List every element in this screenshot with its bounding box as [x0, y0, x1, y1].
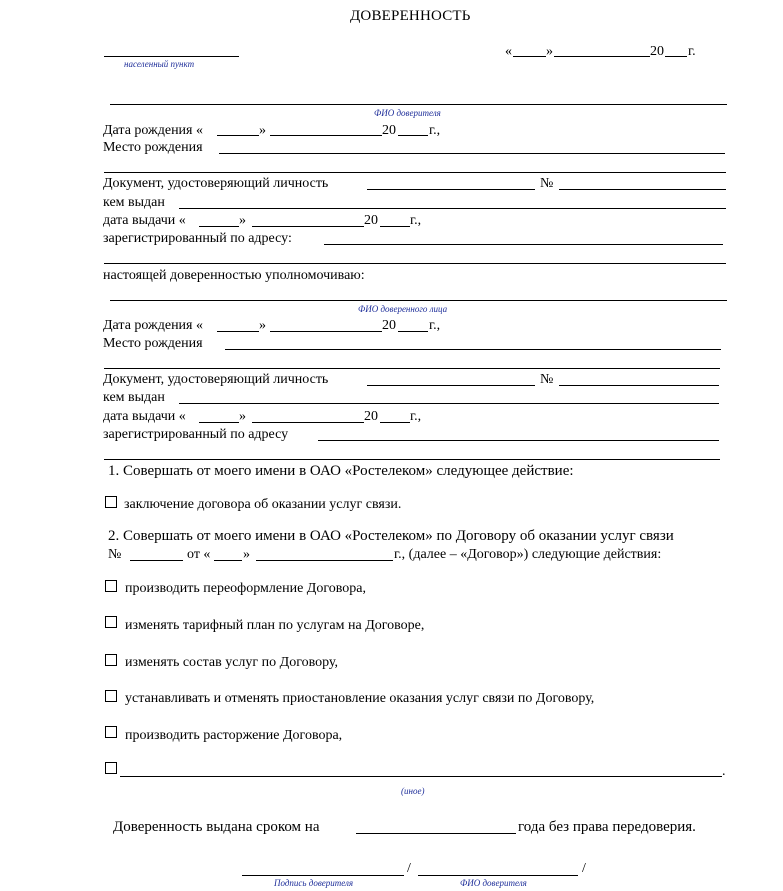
- attorney-address-blank[interactable]: [318, 440, 719, 441]
- attorney-address-extra-line[interactable]: [104, 459, 720, 460]
- attorney-number-sign: №: [540, 372, 554, 387]
- action-label-suspend: устанавливать и отменять приостановление оказания услуг связи по Договору,: [125, 691, 595, 706]
- principal-address-label: зарегистрированный по адресу:: [103, 231, 292, 246]
- signature-fio-blank[interactable]: [418, 875, 578, 876]
- section2-line1: 2. Совершать от моего имени в ОАО «Ростелеком» по Договору об оказании услуг связи: [108, 528, 674, 544]
- action-checkbox-services[interactable]: [105, 654, 117, 666]
- section2-contract-number-blank[interactable]: [130, 560, 183, 561]
- attorney-birth-day-blank[interactable]: [217, 331, 259, 332]
- section1-text: 1. Совершать от моего имени в ОАО «Ростелеком» следующее действие:: [108, 463, 574, 479]
- section2-date-blank[interactable]: [256, 560, 393, 561]
- principal-birth-quote: »: [259, 123, 266, 138]
- section2-quote: »: [243, 547, 250, 562]
- attorney-issue-year-prefix: 20: [364, 409, 378, 424]
- other-caption: (иное): [401, 786, 425, 796]
- place-caption: населенный пункт: [124, 59, 195, 69]
- principal-issue-quote: »: [239, 213, 246, 228]
- contract-option-label: заключение договора об оказании услуг связи.: [124, 497, 402, 512]
- principal-address-extra-line[interactable]: [104, 263, 726, 264]
- attorney-issue-date-label: дата выдачи «: [103, 409, 186, 424]
- other-action-blank[interactable]: [120, 776, 722, 777]
- attorney-birth-year-prefix: 20: [382, 318, 396, 333]
- signature-slash-1: /: [407, 861, 411, 876]
- principal-birth-year-suffix: г.,: [429, 123, 441, 138]
- principal-address-blank[interactable]: [324, 244, 723, 245]
- section2-tail: г., (далее – «Договор») следующие действия:: [394, 547, 662, 562]
- attorney-fio-blank[interactable]: [110, 300, 727, 301]
- section2-day-blank[interactable]: [214, 560, 242, 561]
- principal-issue-month-blank[interactable]: [252, 226, 364, 227]
- attorney-fio-caption: ФИО доверенного лица: [358, 304, 448, 314]
- action-label-reissue: производить переоформление Договора,: [125, 581, 366, 596]
- principal-fio-blank[interactable]: [110, 104, 727, 105]
- section2-from-label: от «: [187, 547, 211, 562]
- contract-checkbox[interactable]: [105, 496, 117, 508]
- attorney-birth-year-blank[interactable]: [398, 331, 428, 332]
- attorney-address-label: зарегистрированный по адресу: [103, 427, 289, 442]
- other-dot: .: [722, 764, 726, 779]
- attorney-birth-month-blank[interactable]: [270, 331, 382, 332]
- date-open-quote: «: [505, 44, 512, 59]
- principal-issue-date-label: дата выдачи «: [103, 213, 186, 228]
- term-prefix: Доверенность выдана сроком на: [113, 819, 320, 835]
- date-month-blank[interactable]: [554, 56, 650, 57]
- principal-birth-date-label: Дата рождения «: [103, 123, 203, 138]
- principal-birth-day-blank[interactable]: [217, 135, 259, 136]
- principal-issued-by-blank[interactable]: [179, 208, 726, 209]
- attorney-birth-place-label: Место рождения: [103, 336, 203, 351]
- place-blank[interactable]: [104, 56, 239, 57]
- action-checkbox-terminate[interactable]: [105, 726, 117, 738]
- signature-fio-caption: ФИО доверителя: [460, 878, 527, 888]
- signature-blank[interactable]: [242, 875, 404, 876]
- principal-birth-place-label: Место рождения: [103, 140, 203, 155]
- attorney-issue-day-blank[interactable]: [199, 422, 239, 423]
- principal-number-sign: №: [540, 176, 554, 191]
- signature-slash-2: /: [582, 861, 586, 876]
- attorney-birth-date-label: Дата рождения «: [103, 318, 203, 333]
- attorney-issue-quote: »: [239, 409, 246, 424]
- date-close-quote: »: [546, 44, 553, 59]
- date-year-suffix: г.: [688, 44, 696, 59]
- section2-number-sign: №: [108, 547, 122, 562]
- action-checkbox-reissue[interactable]: [105, 580, 117, 592]
- principal-birth-month-blank[interactable]: [270, 135, 382, 136]
- attorney-id-doc-blank[interactable]: [367, 385, 535, 386]
- date-year-blank[interactable]: [665, 56, 687, 57]
- attorney-birth-year-suffix: г.,: [429, 318, 441, 333]
- action-checkbox-other[interactable]: [105, 762, 117, 774]
- principal-birth-year-prefix: 20: [382, 123, 396, 138]
- attorney-extra-line[interactable]: [104, 368, 720, 369]
- attorney-issue-year-suffix: г.,: [410, 409, 422, 424]
- authorize-text: настоящей доверенностью уполномочиваю:: [103, 268, 365, 283]
- principal-issue-year-prefix: 20: [364, 213, 378, 228]
- principal-issued-by-label: кем выдан: [103, 195, 165, 210]
- action-label-terminate: производить расторжение Договора,: [125, 728, 343, 743]
- attorney-issued-by-blank[interactable]: [179, 403, 719, 404]
- signature-caption: Подпись доверителя: [274, 878, 354, 888]
- principal-number-blank[interactable]: [559, 189, 726, 190]
- date-year-prefix: 20: [650, 44, 664, 59]
- principal-birth-place-blank[interactable]: [219, 153, 725, 154]
- principal-issue-year-suffix: г.,: [410, 213, 422, 228]
- principal-id-doc-blank[interactable]: [367, 189, 535, 190]
- action-label-tariff: изменять тарифный план по услугам на Договоре,: [125, 618, 425, 633]
- date-day-blank[interactable]: [513, 56, 546, 57]
- principal-birth-year-blank[interactable]: [398, 135, 428, 136]
- principal-fio-caption: ФИО доверителя: [374, 108, 441, 118]
- attorney-issued-by-label: кем выдан: [103, 390, 165, 405]
- attorney-issue-month-blank[interactable]: [252, 422, 364, 423]
- attorney-id-doc-label: Документ, удостоверяющий личность: [103, 372, 329, 387]
- action-checkbox-suspend[interactable]: [105, 690, 117, 702]
- attorney-issue-year-blank[interactable]: [380, 422, 410, 423]
- principal-issue-day-blank[interactable]: [199, 226, 239, 227]
- document-title: ДОВЕРЕННОСТЬ: [350, 8, 471, 24]
- attorney-number-blank[interactable]: [559, 385, 719, 386]
- action-checkbox-tariff[interactable]: [105, 616, 117, 628]
- attorney-birth-place-blank[interactable]: [225, 349, 721, 350]
- action-label-services: изменять состав услуг по Договору,: [125, 655, 339, 670]
- principal-extra-line[interactable]: [104, 172, 726, 173]
- principal-issue-year-blank[interactable]: [380, 226, 410, 227]
- principal-id-doc-label: Документ, удостоверяющий личность: [103, 176, 329, 191]
- term-blank[interactable]: [356, 833, 516, 834]
- attorney-birth-quote: »: [259, 318, 266, 333]
- term-suffix: года без права передоверия.: [518, 819, 696, 835]
